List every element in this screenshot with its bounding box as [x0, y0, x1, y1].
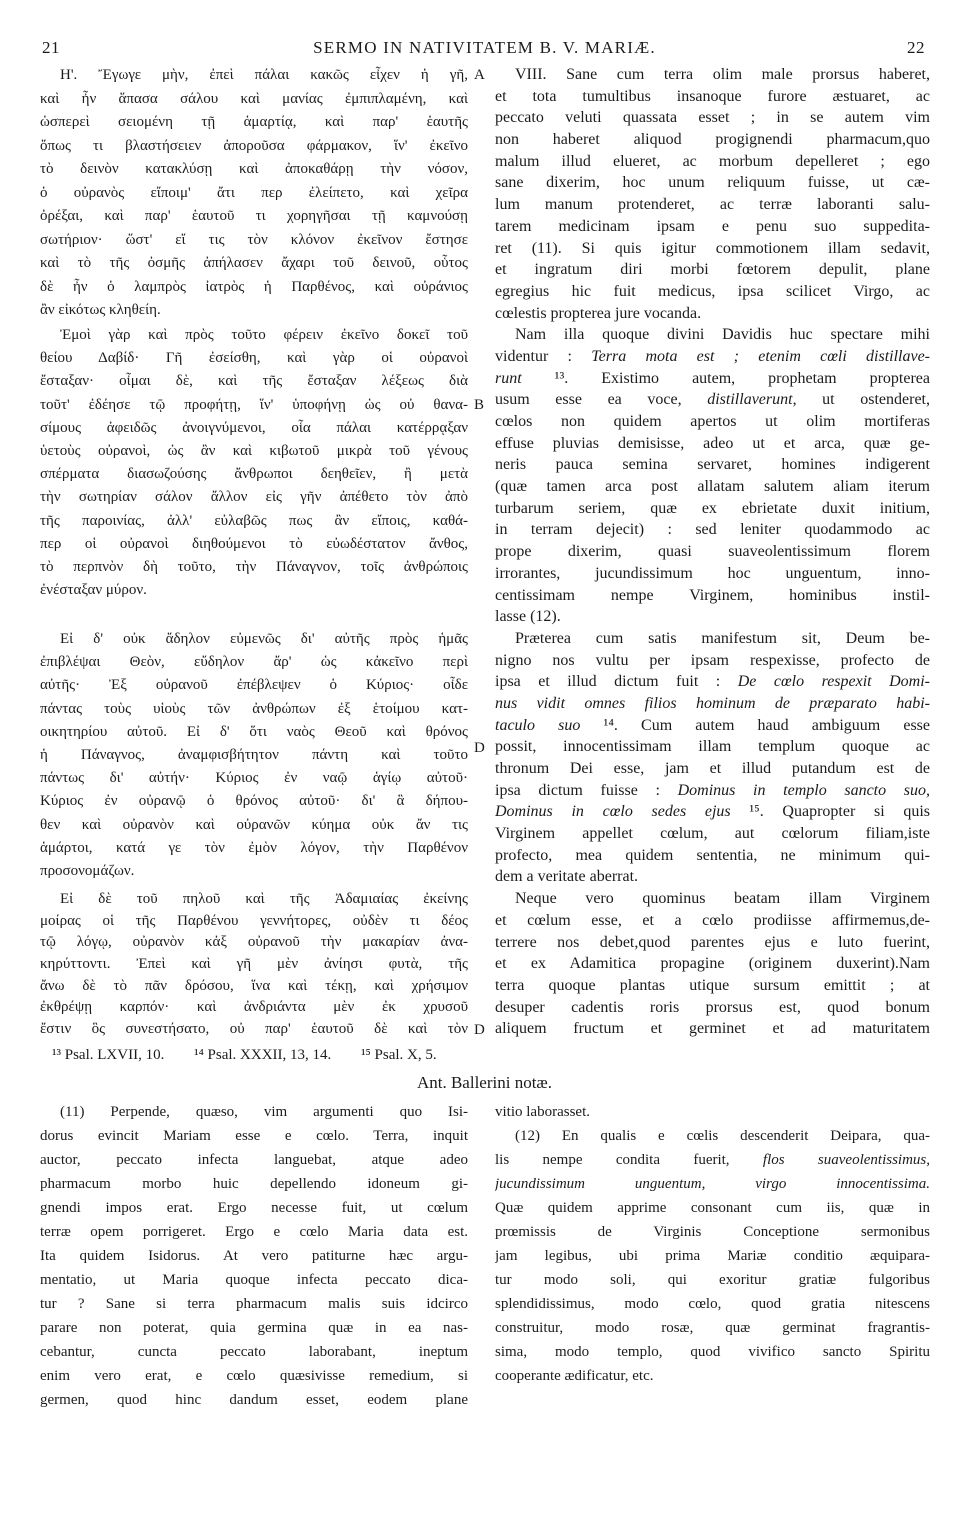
- greek-text-line: δὲ ἦν ὁ λαμπρὸς ἰατρὸς ἡ Παρθένος, καὶ οὐράνιος: [40, 278, 468, 295]
- note-text-line: (12) En qualis e cœlis descenderit Deipara, qua-: [515, 1128, 930, 1144]
- page-number-right: 22: [907, 38, 925, 57]
- latin-text-line: malum illud elueret, ac morbum depelleret ; ego: [495, 152, 930, 170]
- italic-text: runt: [495, 369, 522, 387]
- greek-text-line: Η'. Ἔγωγε μὴν, ἐπεὶ πάλαι κακῶς εἶχεν ἡ γῆ,: [60, 67, 468, 83]
- latin-text-line: [495, 368, 930, 390]
- latin-text-line: [495, 801, 930, 823]
- text-span: lis nempe condita fuerit,: [495, 1152, 763, 1168]
- latin-paragraph: [495, 628, 930, 888]
- greek-text-line: κηρύττοντι. Ἐπεὶ καὶ γῆ μὲν ἀνίησι φυτὰ, τῆς: [40, 956, 468, 973]
- note-text-line: Ita quidem Isidorus. At vero patiturne hæc argu-: [40, 1248, 468, 1264]
- latin-text-line: [495, 389, 930, 411]
- latin-text-line: egregius hic fuit medicus, ipsa scilicet Virgo, ac: [495, 282, 930, 300]
- note-text-line: enim vero erat, e cœlo quæsivisse remedium, si: [40, 1368, 468, 1384]
- section-letter: D: [474, 740, 485, 756]
- latin-text-line: peccato veluti quassata esset ; in se autem vim: [495, 109, 930, 127]
- greek-text-line: σπέρματα διασωζούσης ἄνθρωποι δεηθεῖεν, ἢ μετὰ: [40, 466, 468, 483]
- running-title: SERMO IN NATIVITATEM B. V. MARIÆ.: [313, 38, 656, 57]
- greek-text-line: αὐτῆς· Ἐξ οὐρανοῦ ἐπέβλεψεν ὁ Κύριος· οἶδε: [40, 677, 468, 694]
- text-span: ¹⁴. Cum autem haud ambiguum esse: [580, 716, 930, 734]
- page-number-left: 21: [42, 38, 60, 57]
- latin-text-line: cœlos non quidem apertos ut olim mortiferas: [495, 413, 930, 430]
- latin-text-line: et tota tumultibus insanoque furore æstuaret, ac: [495, 87, 930, 105]
- greek-paragraph: [40, 64, 468, 323]
- greek-text-line: ἄνω δὲ τὸ πᾶν δρόσου, ἵνα καὶ τέκῃ, καὶ χρήσιμον: [40, 977, 468, 994]
- note-text-line: [495, 1172, 930, 1196]
- latin-text-line: Nam illa quoque divini Davidis huc spectare mihi: [515, 326, 930, 344]
- italic-text: jucundissimum unguentum, virgo innocentissima.: [495, 1176, 930, 1192]
- text-span: ipsa et illud dictum fuit :: [495, 673, 738, 691]
- note-text-line: pharmacum morbo huic depellendo idoneum gi-: [40, 1176, 468, 1192]
- text-span: videntur :: [495, 347, 592, 365]
- latin-text-line: et ingratum diri morbi fœtorem depulit, plane: [495, 261, 930, 279]
- latin-text-line: dem a veritate aberrat.: [495, 868, 639, 886]
- latin-paragraph: [495, 888, 930, 1040]
- greek-paragraph: [40, 628, 468, 883]
- italic-text: nus vidit omnes filios hominum de præparato habi-: [495, 694, 930, 712]
- latin-text-line: sane dixerim, hoc unum reliquum fuisse, ut cæ-: [495, 174, 930, 192]
- text-span: ipsa dictum fuisse :: [495, 781, 678, 799]
- greek-text-line: Ἐμοὶ γὰρ καὶ πρὸς τοῦτο φέρειν ἐκεῖνο δοκεῖ τοῦ: [60, 327, 468, 343]
- section-letter: D: [474, 1022, 485, 1038]
- greek-paragraph: [40, 889, 468, 1041]
- note-text-line: cooperante ædificatur, etc.: [495, 1368, 654, 1384]
- italic-text: taculo suo: [495, 716, 581, 734]
- note-text-line: Quæ quidem apprime consonant cum iis, quæ in: [495, 1200, 930, 1216]
- latin-text-line: desuper cadentis roris prorsus est, quod bonum: [495, 998, 930, 1016]
- note-text-line: parare non poterat, quia germina quæ in ea nas-: [40, 1320, 468, 1336]
- notes-column-left: [40, 1100, 468, 1412]
- latin-text-line: tarem medicinam ipsam e penu suo suppedita-: [495, 217, 930, 235]
- greek-text-line: ἐκθρέψῃ καρπόν· καὶ ἀνδριάντα μὲν ἐκ χρυσοῦ: [40, 999, 468, 1016]
- note-text-line: vitio laborasset.: [495, 1104, 590, 1120]
- latin-column: [495, 64, 930, 1040]
- greek-text-line: Κύριος ἐν οὐρανῷ ὁ θρόνος αὐτοῦ· δι' ἃ δήπου-: [40, 793, 468, 810]
- greek-text-line: ὑετοὺς οὐρανοὶ, ὡς ἂν καὶ κιβωτοῦ μικρὰ τοῦ γένους: [40, 442, 468, 459]
- greek-text-line: τὸ περπνὸν δὴ τοῦτο, τὴν Πάναγνον, τοῖς ἀνθρώποις: [40, 558, 468, 575]
- text-span: ¹⁵. Quapropter si quis: [730, 803, 930, 821]
- note-text-line: tur modo soli, qui exoritur gratiæ fulgoribus: [495, 1272, 930, 1288]
- note-paragraph: [495, 1100, 930, 1124]
- note-text-line: germen, quod hinc dandum esset, eodem plane: [40, 1392, 468, 1408]
- latin-paragraph: [495, 324, 930, 628]
- latin-text-line: nigno nos vultu per ipsam respexisse, profecto de: [495, 651, 930, 669]
- greek-text-line: καὶ τὸ τῆς ὀσμῆς ἀπήλασεν ἄχαρι τοῦ δεινοῦ, οὗτος: [40, 255, 468, 271]
- latin-text-line: in terram dejecit) : sed leniter quodammodo ac: [495, 521, 930, 539]
- italic-text: Dominus in templo sancto suo,: [677, 781, 930, 799]
- latin-text-line: effuse pluvias demisisse, adeo ut et arca, quæ ge-: [495, 434, 930, 452]
- greek-text-line: τὴν σωτηρίαν σάλον ἄλλον εἰς γῆν ἀπέθετο τὸν ἀπὸ: [40, 489, 468, 506]
- note-paragraph: [495, 1124, 930, 1388]
- latin-text-line: terrere nos debet,quod parentes ejus e luto fuerint,: [495, 933, 930, 951]
- greek-text-line: ἔστιν ὃς συνεστήσατο, οὐ παρ' ἑαυτοῦ δὲ καὶ τὸν: [40, 1021, 468, 1038]
- greek-text-line: τῷ λόγῳ, οὐρανὸν κἀξ οὐρανοῦ τὴν μακαρίαν ἀνα-: [40, 934, 468, 951]
- latin-text-line: neris pauca semina servaret, homines indigerent: [495, 456, 930, 474]
- greek-text-line: Εἰ δὲ τοῦ πηλοῦ καὶ τῆς Ἀδαμιαίας ἐκείνης: [60, 891, 468, 907]
- greek-text-line: ὀρέξαι, καὶ παρ' ἑαυτοῦ τι χορηγῆσαι τῇ καμνούσῃ: [40, 208, 468, 224]
- greek-text-line: ἐπιβλέψαι Θεὸν, εὔδηλον ἄρ' ὡς κἀκεῖνο περὶ: [40, 654, 468, 671]
- note-text-line: splendidissimus, modo cœlo, quod gratia nitescens: [495, 1296, 930, 1312]
- latin-text-line: [495, 346, 930, 368]
- text-span: usum esse ea voce,: [495, 391, 708, 409]
- latin-text-line: (quæ tamen arca post allatam salutem aliam iterum: [495, 478, 930, 496]
- greek-paragraph: [40, 324, 468, 602]
- note-text-line: tur ? Sane si terra pharmacum malis suis idcirco: [40, 1296, 468, 1312]
- latin-text-line: centissimam nempe Virginem, hominibus instil-: [495, 586, 930, 604]
- text-span: ¹³. Existimo autem, prophetam propterea: [521, 369, 930, 387]
- footnote-ref: ¹⁵ Psal. X, 5.: [361, 1047, 437, 1063]
- note-text-line: prœmissis de Virginis Conceptione sermonibus: [495, 1224, 930, 1240]
- italic-text: flos suaveolentissimus,: [762, 1152, 930, 1168]
- note-text-line: dorus evincit Mariam esse e cœlo. Terra, inquit: [40, 1128, 468, 1144]
- greek-text-line: περ οἱ οὐρανοὶ διηθούμενοι τὸ εὐωδέστατον ἄνθος,: [40, 535, 468, 552]
- greek-text-line: θεν καὶ οὐρανὸν καὶ οὐρανῶν κύημα οὐκ ἄν τις: [40, 816, 468, 833]
- text-span: , ut ostenderet,: [792, 391, 930, 409]
- latin-text-line: Præterea cum satis manifestum sit, Deum be-: [515, 629, 930, 647]
- note-text-line: gnendi impos erat. Ergo necesse fuit, ut cœlum: [40, 1200, 468, 1216]
- latin-text-line: terra quoque plantas utique sursum emittit ; at: [495, 976, 930, 994]
- latin-text-line: irrorantes, jucundissimum hoc unguentum, inno-: [495, 564, 930, 582]
- latin-text-line: non haberet aliquod progignendi pharmacum,quo: [495, 131, 930, 149]
- latin-text-line: [495, 715, 930, 737]
- note-text-line: [495, 1148, 930, 1172]
- italic-text: Terra mota est ; etenim cœli distillave-: [591, 347, 930, 365]
- footnote-ref: ¹³ Psal. LXVII, 10.: [52, 1047, 165, 1063]
- note-text-line: (11) Perpende, quæso, vim argumenti quo Isi-: [60, 1104, 468, 1120]
- latin-text-line: possit, innocentissimam illam templum quoque ac: [495, 738, 930, 756]
- greek-text-line: πάντας τοὺς υἱοὺς τῶν ἀνθρώπων ἐξ ἑτοίμου κατ-: [40, 700, 468, 717]
- italic-text: Dominus in cœlo sedes ejus: [495, 803, 731, 821]
- greek-text-line: προσονομάζων.: [40, 862, 135, 879]
- latin-text-line: [495, 780, 930, 802]
- greek-text-line: ἂν εἰκότως κληθείη.: [40, 302, 161, 318]
- latin-text-line: [495, 671, 930, 693]
- scripture-footnotes: [52, 1044, 463, 1066]
- latin-text-line: profecto, mea quidem sententia, ne minimum qui-: [495, 846, 930, 864]
- latin-text-line: ret (11). Si quis igitur commotionem illam sedavit,: [495, 239, 930, 257]
- greek-text-line: ἐνέσταξαν μύρον.: [40, 582, 147, 599]
- latin-text-line: turbarum seriem, quæ ex ebrietate duxit initium,: [495, 499, 930, 517]
- notes-column-right: [495, 1100, 930, 1388]
- latin-text-line: cœlestis propterea jure vocanda.: [495, 304, 702, 322]
- greek-text-line: καὶ ἦν ἅπασα σάλου καὶ μανίας ἐμπιπλαμένη, καὶ: [40, 90, 468, 107]
- greek-text-line: τῆς παροινίας, ἀλλ' εὐλαβῶς πως ἂν εἴποις, καθά-: [40, 512, 468, 529]
- greek-text-line: μοίρας οἱ τῆς Παρθένου γεννήτορες, οὐδὲν τι δέος: [40, 912, 468, 929]
- note-text-line: mentatio, ut Maria quoque infecta peccato dica-: [40, 1272, 468, 1288]
- latin-text-line: lum manum protenderet, ac terræ laboranti salu-: [495, 196, 930, 214]
- greek-text-line: Εἰ δ' οὐκ ἄδηλον εὐμενῶς δι' αὐτῆς πρὸς ἡμᾶς: [60, 631, 468, 647]
- latin-text-line: lasse (12).: [495, 608, 561, 626]
- footnote-ref: ¹⁴ Psal. XXXII, 13, 14.: [194, 1047, 332, 1063]
- greek-text-line: ἁμάρτοι, κατά γε τὸν ἐμὸν λόγον, τὴν Παρθένον: [40, 839, 468, 856]
- latin-text-line: VIII. Sane cum terra olim male prorsus haberet,: [515, 66, 930, 83]
- greek-text-line: σωτήριον· ὥστ' εἴ τις τὸν κλόνον ἐκεῖνον ἔστησε: [40, 231, 468, 248]
- notes-heading: Ant. Ballerini notæ.: [416, 1073, 553, 1092]
- greek-text-line: ἔσταξαν· οἶμαι δὲ, καὶ τῆς ἔσταξαν λέξεως διὰ: [40, 373, 468, 390]
- greek-text-line: πάντως δι' αὐτήν· Κύριος ἐν ναῷ ἁγίῳ αὐτοῦ·: [40, 770, 468, 787]
- note-text-line: auctor, peccato infecta languebat, atque adeo: [40, 1152, 468, 1168]
- latin-text-line: [495, 693, 930, 715]
- note-text-line: sima, modo templo, quod vivifico sancto Spiritu: [495, 1344, 930, 1360]
- greek-text-line: οικητηρίου αὐτοῦ. Εἰ δ' ὅτι ναὸς Θεοῦ καὶ θρόνος: [40, 723, 468, 740]
- italic-text: distillaverunt: [707, 391, 793, 409]
- section-letter: B: [474, 397, 485, 413]
- italic-text: De cœlo respexit Domi-: [737, 673, 930, 691]
- note-text-line: cebantur, cuncta peccato laborabant, ineptum: [40, 1344, 468, 1360]
- greek-text-line: ὅπως τι βλαστήσειεν ἀποροῦσα φάρμακον, ἵν' ἐκεῖνο: [40, 137, 468, 154]
- greek-column: [40, 0, 468, 1045]
- latin-paragraph: [495, 64, 930, 324]
- section-letter: A: [474, 67, 485, 83]
- latin-text-line: et ex Adamitica propagine (originem duxerint).Nam: [495, 955, 930, 973]
- note-text-line: jam legibus, ubi prima Mariæ conditio æquipara-: [495, 1248, 930, 1264]
- latin-text-line: Neque vero quominus beatam illam Virginem: [515, 890, 930, 908]
- greek-text-line: θείου Δαβίδ· Γῆ ἐσείσθη, καὶ γὰρ οἱ οὐρανοὶ: [40, 350, 468, 367]
- greek-text-line: ὁ οὐρανὸς εἴποιμ' ἄτι περ ἐλείπετο, καὶ χεῖρα: [40, 184, 468, 201]
- latin-text-line: et cœlum esse, et a cœlo prodiisse affirmemus,de-: [495, 911, 930, 929]
- latin-text-line: aliquem fructum et germinet et ad maturitatem: [495, 1020, 930, 1038]
- latin-text-line: thronum Dei esse, jam et illud putandum est de: [495, 760, 930, 777]
- note-text-line: construitur, modo rosæ, quæ germinat fragrantis-: [495, 1320, 930, 1336]
- greek-text-line: ἡ Πάναγνος, ἀναμφισβήτητον πάντη καὶ τοῦτο: [40, 746, 468, 763]
- latin-text-line: prope dixerim, quasi suaveolentissimum florem: [495, 543, 930, 561]
- latin-text-line: Virginem appellet cœlum, aut cœlorum filiam,iste: [495, 825, 930, 843]
- greek-text-line: τὸ δεινὸν κατακλύσῃ καὶ ἀποκαθάρῃ τὴν νόσον,: [40, 161, 468, 177]
- note-text-line: terræ opem porrigeret. Ergo e cœlo Maria data est.: [40, 1224, 468, 1240]
- greek-text-line: τοῦτ' ἐδέησε τῷ προφήτῃ, ἵν' ὑποφήνῃ ὡς οὐ θανα-: [40, 396, 468, 413]
- greek-text-line: ὡσπερεὶ σειομένη τῇ ἁμαρτίᾳ, καὶ παρ' ἑαυτῆς: [40, 114, 468, 130]
- note-paragraph: [40, 1100, 468, 1412]
- greek-text-line: σίμους ἀφειδῶς ἀνοιγνύμενοι, οἷα πάλαι κατέρρᾳξαν: [40, 419, 468, 436]
